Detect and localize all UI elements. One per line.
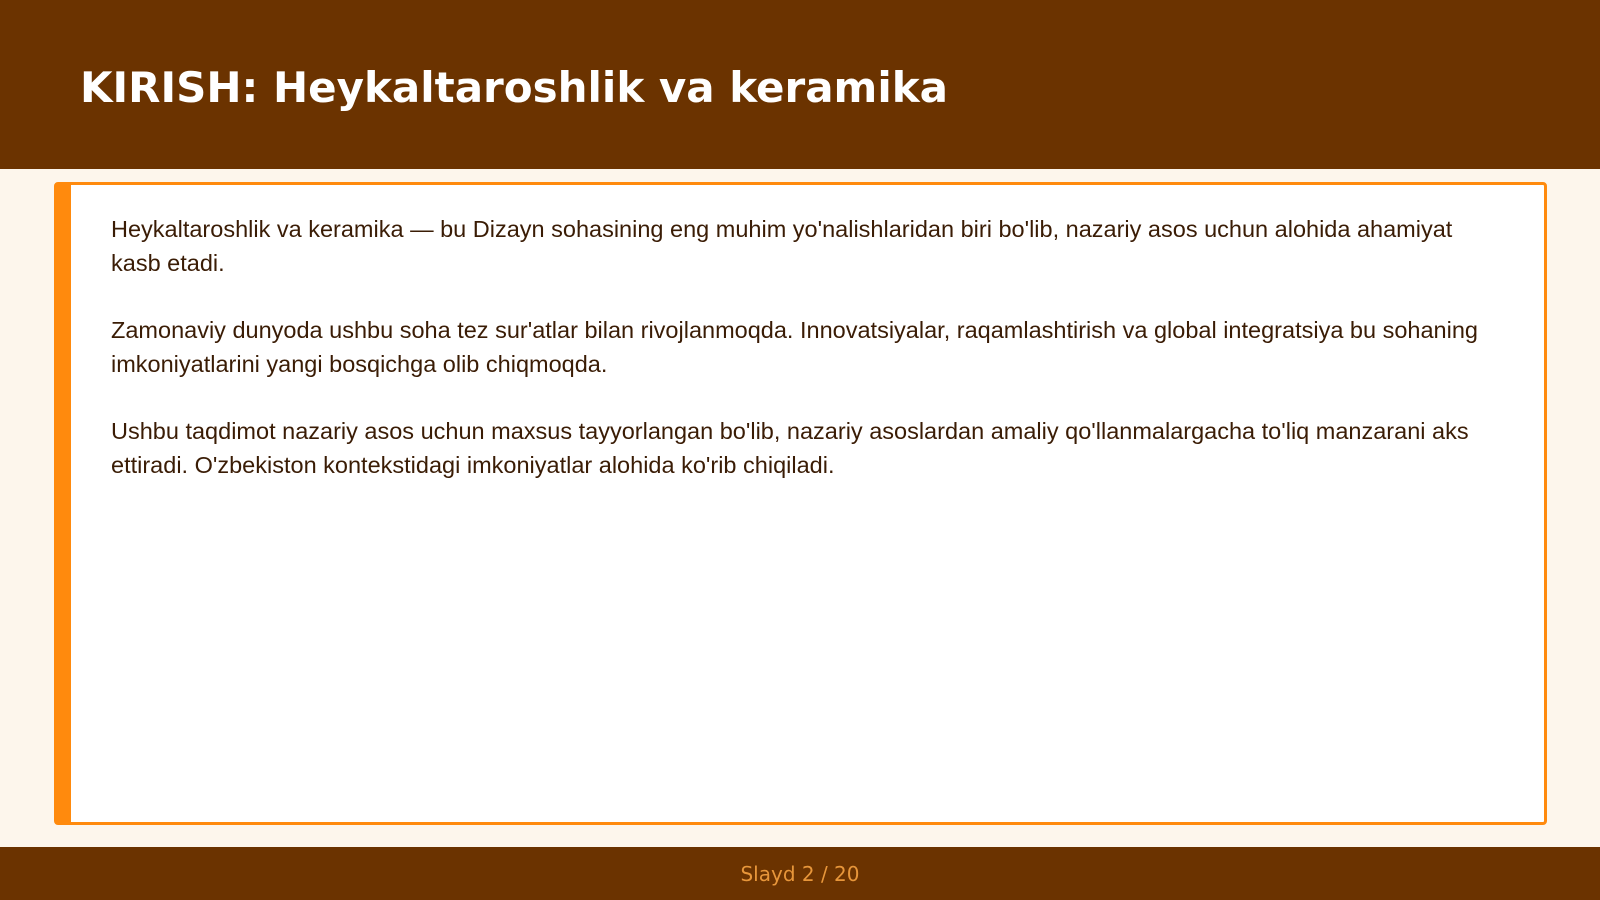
slide-footer <box>0 847 1600 900</box>
content-body <box>111 212 1501 515</box>
slide-title: KIRISH: Heykaltaroshlik va keramika <box>80 63 948 112</box>
slide-number: Slayd 2 / 20 <box>740 862 860 886</box>
intro-paragraph: Heykaltaroshlik va keramika — bu Dizayn sohasining eng muhim yo'nalishlaridan biri bo'lib, nazariy asos uchun alohida ahamiyat kasb etadi. <box>111 216 1453 276</box>
content-panel <box>54 182 1547 825</box>
slide-header <box>0 0 1600 169</box>
modern-world-paragraph: Zamonaviy dunyoda ushbu soha tez sur'atlar bilan rivojlanmoqda. Innovatsiyalar, raqamlashtirish va global integratsiya bu sohaning imkoniyatlarini yangi bosqichga olib chiqmoqda. <box>111 317 1478 377</box>
presentation-purpose-paragraph: Ushbu taqdimot nazariy asos uchun maxsus tayyorlangan bo'lib, nazariy asoslardan amaliy qo'llanmalargacha to'liq manzarani aks ettiradi. O'zbekiston kontekstidagi imkoniyatlar alohida ko'rib chiqiladi. <box>111 418 1469 478</box>
